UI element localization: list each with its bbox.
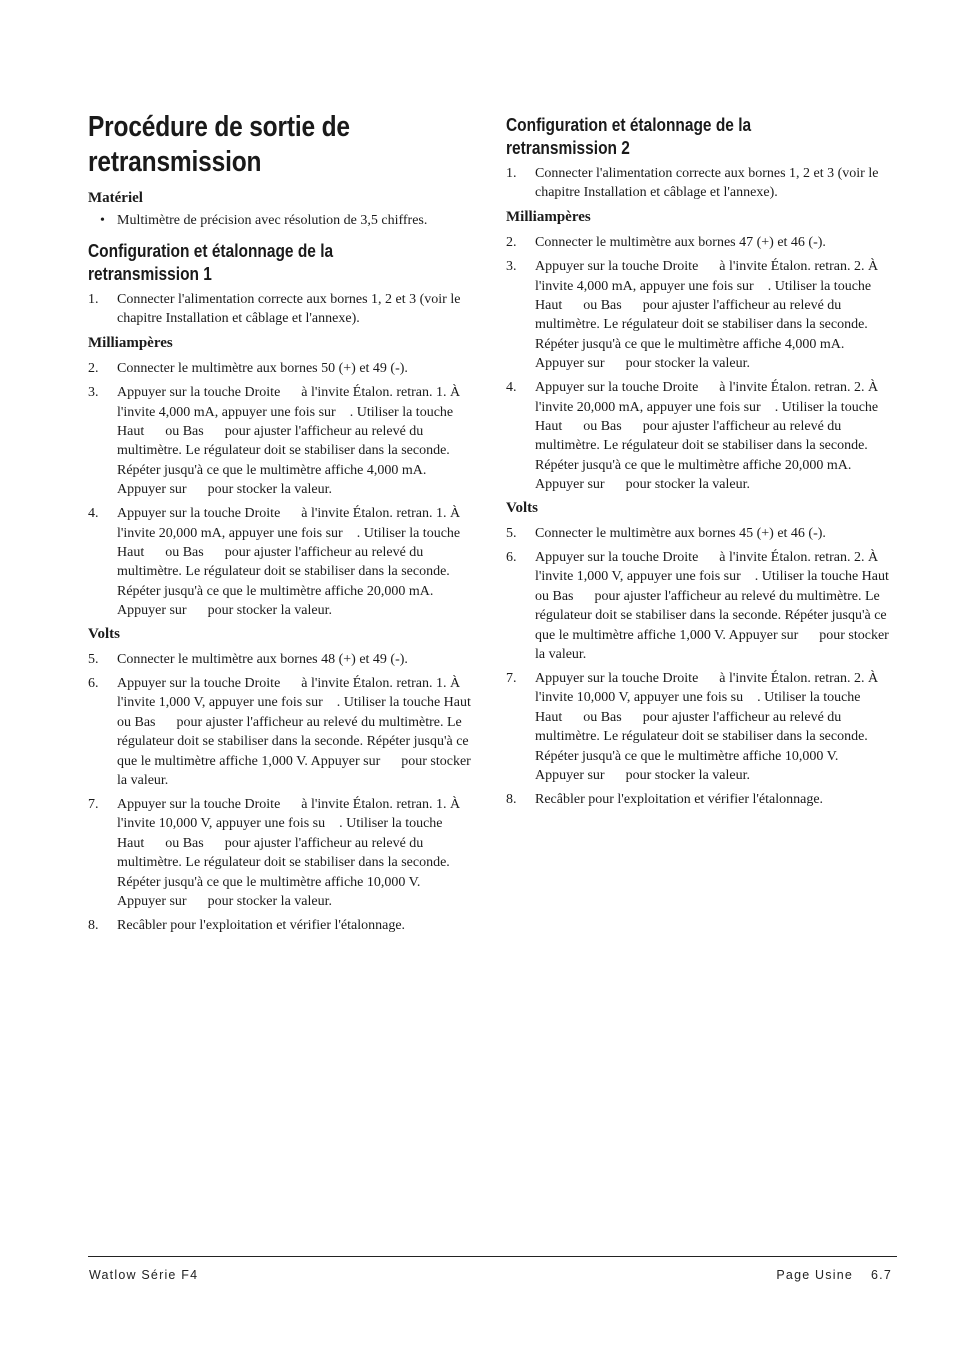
steps-list — [88, 359, 472, 620]
volts-heading: Volts — [506, 500, 538, 517]
list-item — [88, 211, 472, 230]
page-title: Procédure de sortie de retransmission — [88, 111, 350, 178]
step-3: 3. Appuyer sur la touche Droite à l'invite Étalon. retran. 2. À l'invite 4,000 mA, appuyer une fois sur . Utiliser la touche Haut ou Bas pour ajuster l'afficheur au relevé du multimètre. Le régulateur doit se stabiliser dans la seconde. Répéter jusqu'à ce que le multimètre affiche 4,000 mA. Appuyer sur pour stocker la valeur. — [506, 259, 882, 372]
step-5: 5. Connecter le multimètre aux bornes 45 (+) et 46 (-). — [506, 526, 826, 542]
materiel-list — [88, 211, 472, 230]
step-4: 4. Appuyer sur la touche Droite à l'invite Étalon. retran. 1. À l'invite 20,000 mA, appuyer une fois sur . Utiliser la touche Haut ou Bas pour ajuster l'afficheur au relevé du multimètre. Le régulateur doit se stabiliser dans la seconde. Répéter jusqu'à ce que le multimètre affiche 20,000 mA. Appuyer sur pour stocker la valeur. — [88, 506, 464, 619]
step-8: 8. Recâbler pour l'exploitation et vérifier l'étalonnage. — [88, 917, 406, 933]
milliamperes-heading: Milliampères — [88, 335, 173, 352]
steps-list — [88, 290, 472, 329]
bullet-icon: • — [100, 213, 105, 228]
footer-divider — [88, 1256, 897, 1257]
step-4: 4. Appuyer sur la touche Droite à l'invite Étalon. retran. 2. À l'invite 20,000 mA, appuyer une fois sur . Utiliser la touche Haut ou Bas pour ajuster l'afficheur au relevé du multimètre. Le régulateur doit se stabiliser dans la seconde. Répéter jusqu'à ce que le multimètre affiche 20,000 mA. Appuyer sur pour stocker la valeur. — [506, 380, 882, 493]
step-3: 3. Appuyer sur la touche Droite à l'invite Étalon. retran. 1. À l'invite 4,000 mA, appuyer une fois sur . Utiliser la touche Haut ou Bas pour ajuster l'afficheur au relevé du multimètre. Le régulateur doit se stabiliser dans la seconde. Répéter jusqu'à ce que le multimètre affiche 4,000 mA. Appuyer sur pour stocker la valeur. — [88, 385, 464, 498]
footer-page-number: 6.7 — [871, 1268, 892, 1282]
steps-list — [506, 233, 890, 494]
step-6: 6. Appuyer sur la touche Droite à l'invite Étalon. retran. 1. À l'invite 1,000 V, appuyer une fois sur . Utiliser la touche Haut ou Bas pour ajuster l'afficheur au relevé du multimètre. Le régulateur doit se stabiliser dans la seconde. Répéter jusqu'à ce que le multimètre affiche 1,000 V. Appuyer sur pour stocker la valeur. — [88, 676, 492, 789]
step-2: 2. Connecter le multimètre aux bornes 50 (+) et 49 (-). — [88, 361, 408, 377]
section-title-retrans-2: Configuration et étalonnage de la retransmission 2 — [506, 115, 752, 158]
step-7: 7. Appuyer sur la touche Droite à l'invite Étalon. retran. 1. À l'invite 10,000 V, appuyer une fois su . Utiliser la touche Haut ou Bas pour ajuster l'afficheur au relevé du multimètre. Le régulateur doit se stabiliser dans la seconde. Répéter jusqu'à ce que le multimètre affiche 10,000 V. Appuyer sur pour stocker la valeur. — [88, 796, 464, 909]
step-5: 5. Connecter le multimètre aux bornes 48 (+) et 49 (-). — [88, 652, 408, 668]
step-8: 8. Recâbler pour l'exploitation et vérifier l'étalonnage. — [506, 791, 824, 807]
step-7: 7. Appuyer sur la touche Droite à l'invite Étalon. retran. 2. À l'invite 10,000 V, appuyer une fois su . Utiliser la touche Haut ou Bas pour ajuster l'afficheur au relevé du multimètre. Le régulateur doit se stabiliser dans la seconde. Répéter jusqu'à ce que le multimètre affiche 10,000 V. Appuyer sur pour stocker la valeur. — [506, 670, 882, 783]
steps-list — [506, 524, 910, 809]
steps-list — [88, 650, 492, 935]
step-6: 6. Appuyer sur la touche Droite à l'invite Étalon. retran. 2. À l'invite 1,000 V, appuyer une fois sur . Utiliser la touche Haut ou Bas pour ajuster l'afficheur au relevé du multimètre. Le régulateur doit se stabiliser dans la seconde. Répéter jusqu'à ce que le multimètre affiche 1,000 V. Appuyer sur pour stocker la valeur. — [506, 550, 910, 663]
step-1: 1. Connecter l'alimentation correcte aux bornes 1, 2 et 3 (voir le chapitre Installation et câblage et l'annexe). — [506, 166, 879, 201]
footer-product: Watlow Série F4 — [89, 1268, 199, 1282]
steps-list — [506, 164, 890, 203]
footer-page-label: Page Usine — [776, 1268, 854, 1282]
section-title-retrans-1: Configuration et étalonnage de la retransmission 1 — [88, 241, 334, 284]
materiel-heading: Matériel — [88, 190, 143, 206]
step-1: 1. Connecter l'alimentation correcte aux bornes 1, 2 et 3 (voir le chapitre Installation et câblage et l'annexe). — [88, 292, 461, 327]
volts-heading: Volts — [88, 626, 120, 643]
list-item-text: Multimètre de précision avec résolution de 3,5 chiffres. — [117, 213, 428, 228]
step-2: 2. Connecter le multimètre aux bornes 47 (+) et 46 (-). — [506, 235, 826, 251]
footer-page — [776, 1268, 892, 1282]
milliamperes-heading: Milliampères — [506, 209, 591, 226]
